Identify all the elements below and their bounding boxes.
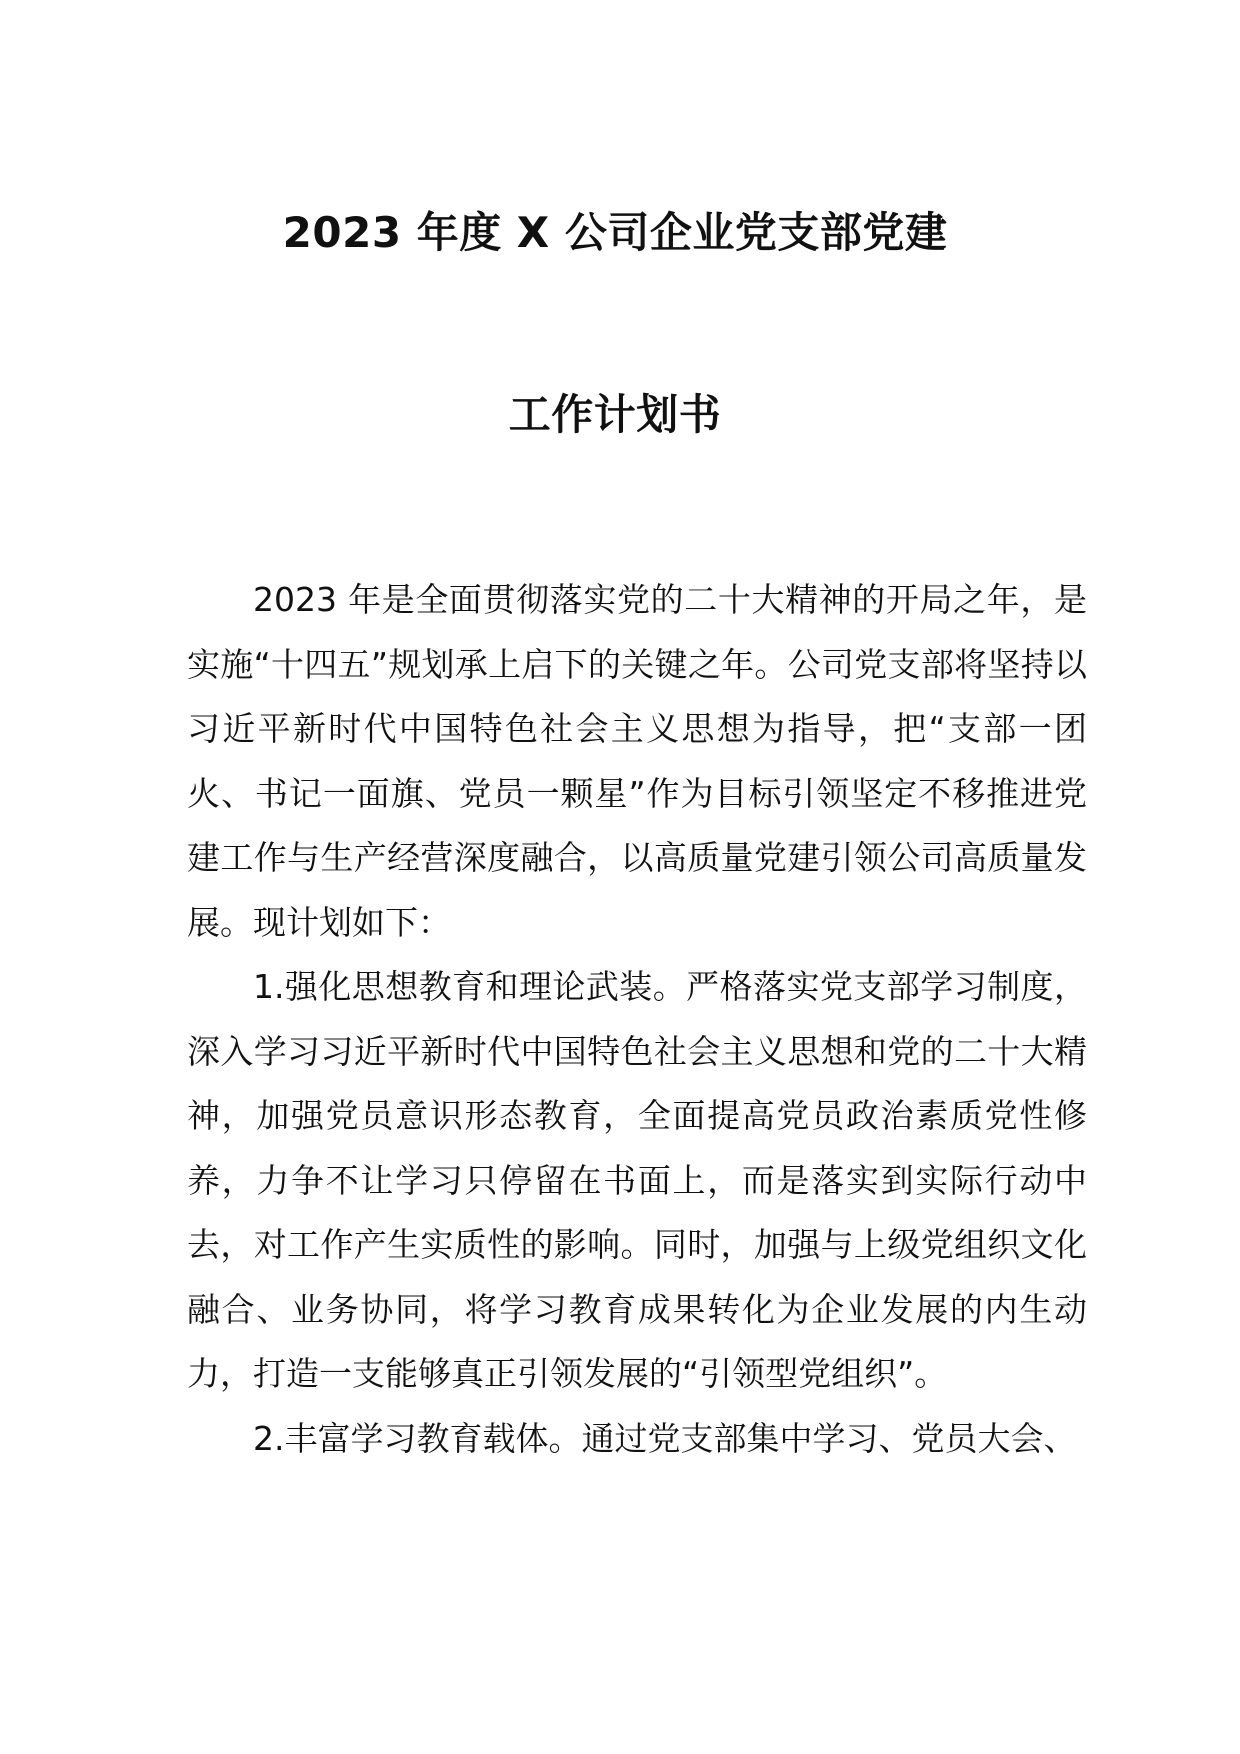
intro-paragraph: 2023 年是全面贯彻落实党的二十大精神的开局之年，是实施“十四五”规划承上启下的关键之年。公司党支部将坚持以习近平新时代中国特色社会主义思想为指导，把“支部一团火、书记一面旗、党员一颗星”作为目标引领坚定不移推进党建工作与生产经营深度融合，以高质量党建引领公司高质量发展。现计划如下：	[187, 580, 1087, 942]
document-body	[187, 568, 1087, 1471]
paragraph-item-1: 1.强化思想教育和理论武装。严格落实党支部学习制度，深入学习习近平新时代中国特色社会主义思想和党的二十大精神，加强党员意识形态教育，全面提高党员政治素质党性修养，力争不让学习只停留在书面上，而是落实到实际行动中去，对工作产生实质性的影响。同时，加强与上级党组织文化融合、业务协同，将学习教育成果转化为企业发展的内生动力，打造一支能够真正引领发展的“引领型党组织”。	[187, 967, 1087, 1393]
document-title-line-2: 工作计划书	[508, 390, 722, 439]
document-title-line-1: 2023 年度 X 公司企业党支部党建	[282, 208, 948, 257]
paragraph-item-2: 2.丰富学习教育载体。通过党支部集中学习、党员大会、	[253, 1418, 1077, 1458]
